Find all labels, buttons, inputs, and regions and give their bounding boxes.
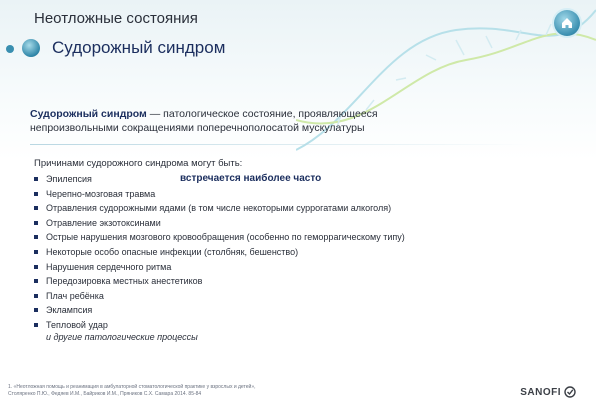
logo-text: SANOFI bbox=[520, 386, 561, 398]
definition bbox=[30, 107, 470, 135]
bullet-icon bbox=[34, 265, 38, 269]
footnote-line-2: Столяренко П.Ю., Федяев И.М., Байриков И.М., Пряников С.Х. Самара 2014. 85-84 bbox=[8, 391, 202, 397]
bullet-icon bbox=[34, 221, 38, 225]
slide-title-row bbox=[0, 38, 596, 60]
bullet-icon bbox=[34, 206, 38, 210]
list-item: Нарушения сердечного ритма bbox=[34, 260, 405, 275]
list-item: Острые нарушения мозгового кровообращения (особенно по геморрагическому типу) bbox=[34, 230, 405, 245]
bullet-icon bbox=[34, 294, 38, 298]
bullet-icon bbox=[34, 323, 38, 327]
list-item: Передозировка местных анестетиков bbox=[34, 274, 405, 289]
bullet-icon bbox=[34, 177, 38, 181]
footnote bbox=[8, 384, 478, 398]
list-item: Эклампсия bbox=[34, 303, 405, 318]
list-item: Некоторые особо опасные инфекции (столбняк, бешенство) bbox=[34, 245, 405, 260]
bullet-dot-large bbox=[22, 39, 40, 57]
causes-list bbox=[34, 172, 405, 333]
bullet-icon bbox=[34, 192, 38, 196]
definition-text-1: — патологическое состояние, проявляющееся bbox=[146, 108, 378, 120]
section-title: Неотложные состояния bbox=[34, 10, 198, 27]
list-item: Черепно-мозговая травма bbox=[34, 187, 405, 202]
definition-term: Судорожный синдром bbox=[30, 108, 147, 120]
list-item: Отравление экзотоксинами bbox=[34, 216, 405, 231]
bullet-icon bbox=[34, 235, 38, 239]
dna-decoration bbox=[296, 0, 596, 160]
footnote-line-1: 1. «Неотложная помощь и реанимация в амбулаторной стоматологической практике у взрослых и детей», bbox=[8, 384, 256, 390]
home-button[interactable] bbox=[554, 10, 580, 36]
list-item: Отравления судорожными ядами (в том числе некоторыми суррогатами алкоголя) bbox=[34, 201, 405, 216]
sanofi-logo bbox=[520, 386, 576, 398]
logo-mark-icon bbox=[564, 386, 576, 398]
frequency-note: встречается наиболее часто bbox=[180, 173, 322, 184]
bullet-icon bbox=[34, 279, 38, 283]
causes-more: и другие патологические процессы bbox=[46, 332, 198, 342]
home-icon bbox=[560, 16, 574, 30]
list-item: Плач ребёнка bbox=[34, 289, 405, 304]
bullet-icon bbox=[34, 250, 38, 254]
divider bbox=[30, 144, 530, 145]
definition-line-2: непроизвольными сокращениями поперечнополосатой мускулатуры bbox=[30, 122, 365, 134]
bullet-dot-small bbox=[6, 45, 14, 53]
bullet-icon bbox=[34, 308, 38, 312]
list-item: Эпилепсия bbox=[34, 172, 405, 187]
list-item: Тепловой удар bbox=[34, 318, 405, 333]
definition-line-1 bbox=[30, 107, 470, 121]
causes-intro: Причинами судорожного синдрома могут быть: bbox=[34, 158, 243, 169]
slide-title: Судорожный синдром bbox=[52, 38, 226, 57]
